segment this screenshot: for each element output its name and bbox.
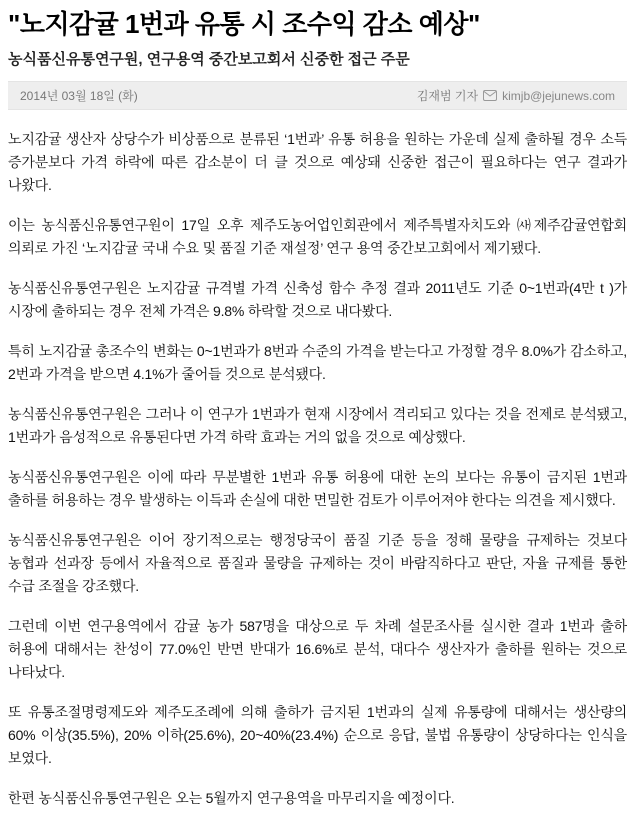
article-subtitle: 농식품신유통연구원, 연구용역 중간보고회서 신중한 접근 주문: [8, 50, 410, 68]
article-paragraph: 특히 노지감귤 총조수익 변화는 0~1번과가 8번과 수준의 가격을 받는다고 가정할 경우 8.0%가 감소하고, 2번과 가격을 받으면 4.1%가 줄어들 것으로 분석됐다.: [8, 343, 627, 382]
reporter-name: 김재범 기자: [416, 89, 479, 103]
article-paragraph: 또 유통조절명령제도와 제주도조례에 의해 출하가 금지된 1번과의 실제 유통량에 대해서는 생산량의 60% 이상(35.5%), 20% 이하(25.6%), 20~40%(23.4%) 순으로 응답, 불법 유통량이 상당하다는 인식을 보였다.: [8, 704, 627, 766]
envelope-icon: [483, 90, 497, 101]
article-paragraph: 한편 농식품신유통연구원은 오는 5월까지 연구용역을 마무리지을 예정이다.: [8, 790, 455, 806]
article-paragraph: 농식품신유통연구원은 이에 따라 무분별한 1번과 유통 허용에 대한 논의 보다는 유통이 금지된 1번과 출하를 허용하는 경우 발생하는 이득과 손실에 대한 면밀한 검토가 이루어져야 한다는 의견을 제시했다.: [8, 469, 627, 508]
article-paragraph: 그런데 이번 연구용역에서 감귤 농가 587명을 대상으로 두 차례 설문조사를 실시한 결과 1번과 출하 허용에 대해서는 찬성이 77.0%인 반면 반대가 16.6%로 분석, 대다수 생산자가 출하를 원하는 것으로 나타났다.: [8, 618, 627, 680]
article-paragraph: 이는 농식품신유통연구원이 17일 오후 제주도농어업인회관에서 제주특별자치도와 ㈔제주감귤연합회 의뢰로 가진 ‘노지감귤 국내 수요 및 품질 기준 재설정’ 연구 용역 중간보고회에서 제기됐다.: [8, 217, 627, 256]
article-paragraph: 농식품신유통연구원은 그러나 이 연구가 1번과가 현재 시장에서 격리되고 있다는 것을 전제로 분석됐고, 1번과가 음성적으로 유통된다면 가격 하락 효과는 거의 없을 것으로 예상했다.: [8, 406, 627, 445]
article-byline: [417, 87, 615, 104]
article-body: [8, 128, 627, 810]
reporter-email-link[interactable]: kimjb@jejunews.com: [502, 88, 615, 103]
article-title: "노지감귤 1번과 유통 시 조수익 감소 예상": [8, 9, 480, 39]
article-paragraph: 노지감귤 생산자 상당수가 비상품으로 분류된 ‘1번과’ 유통 허용을 원하는 가운데 실제 출하될 경우 소득 증가분보다 가격 하락에 따른 감소분이 더 클 것으로 예상돼 신중한 접근이 필요하다는 연구 결과가 나왔다.: [8, 131, 627, 193]
article-date: 2014년 03월 18일 (화): [20, 89, 138, 103]
article-paragraph: 농식품신유통연구원은 노지감귤 규격별 가격 신축성 함수 추정 결과 2011년도 기준 0~1번과(4만 t )가 시장에 출하되는 경우 전체 가격은 9.8% 하락할 것으로 내다봤다.: [8, 280, 627, 319]
article-meta-bar: [8, 81, 627, 110]
article-paragraph: 농식품신유통연구원은 이어 장기적으로는 행정당국이 품질 기준 등을 정해 물량을 규제하는 것보다 농협과 선과장 등에서 자율적으로 품질과 물량을 규제하는 것이 바람직하다고 판단, 자율 규제를 통한 수급 조절을 강조했다.: [8, 532, 627, 594]
